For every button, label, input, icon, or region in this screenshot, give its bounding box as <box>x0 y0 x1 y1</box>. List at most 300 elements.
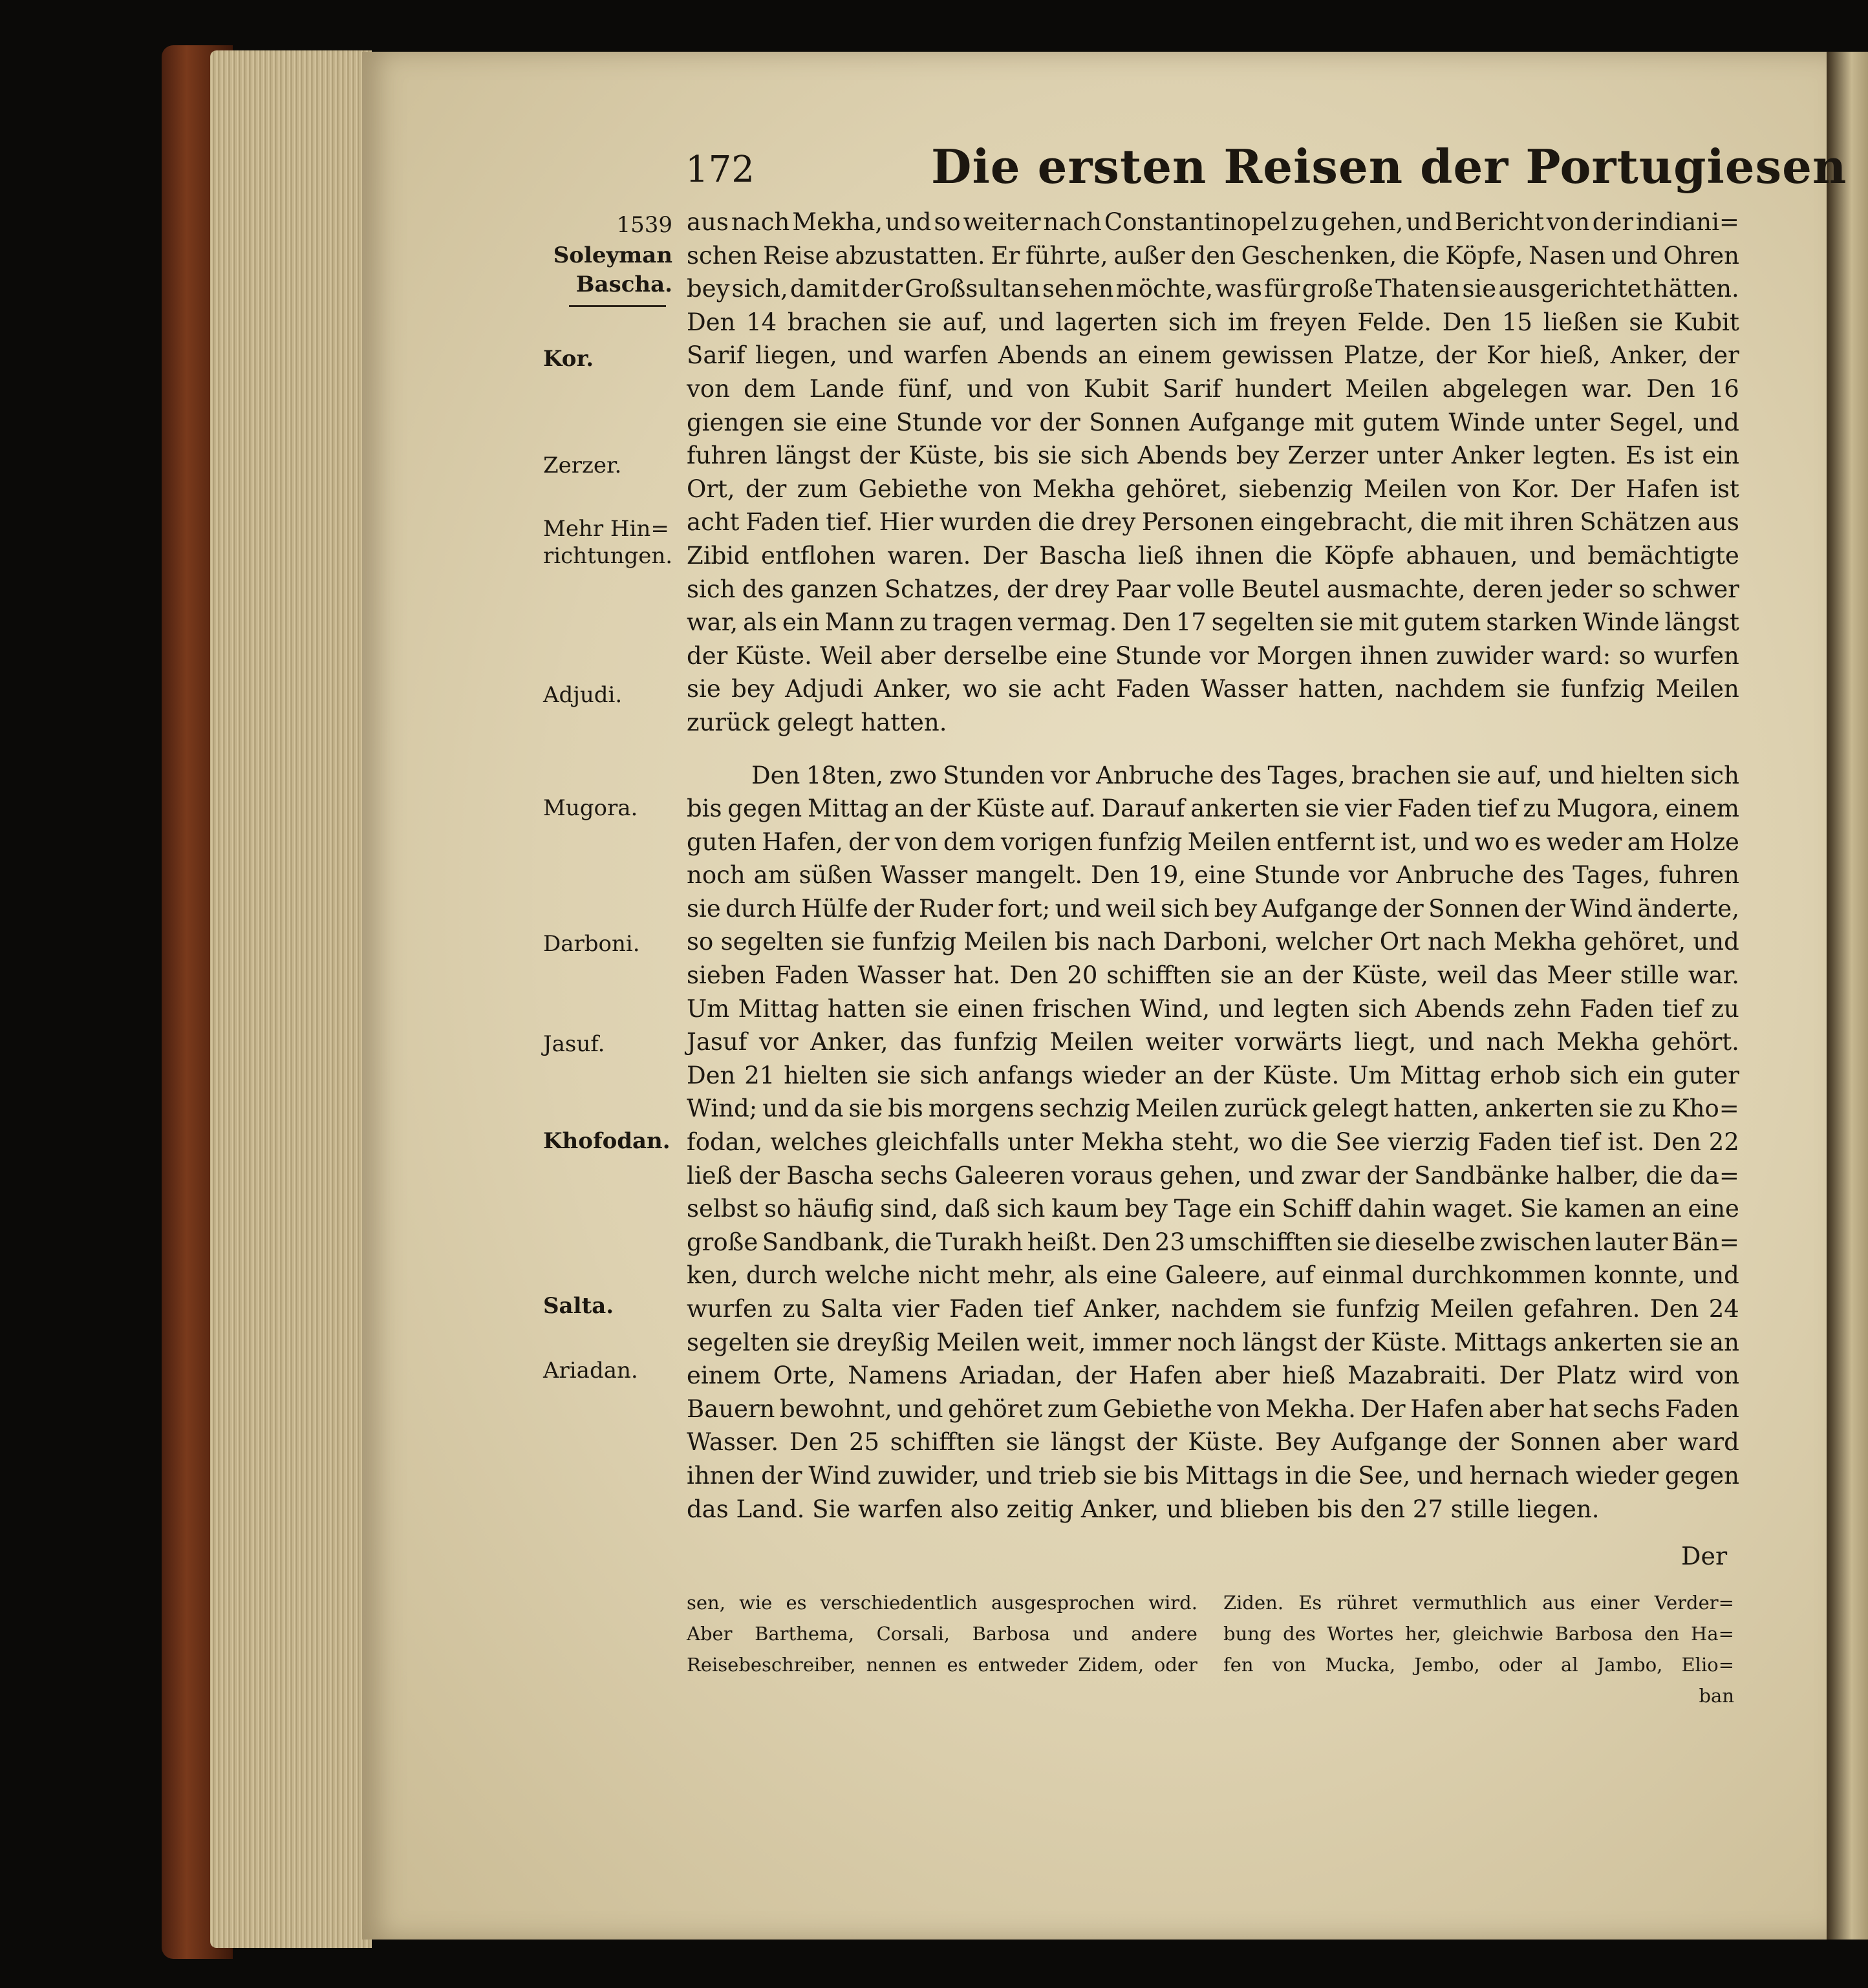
word: der <box>746 475 787 503</box>
word: von <box>894 828 938 856</box>
word: Turakh <box>936 1228 1024 1256</box>
text-line <box>687 1359 1739 1393</box>
word: da= <box>1690 1161 1739 1190</box>
word: vor <box>1050 761 1090 789</box>
word: bung <box>1223 1623 1272 1645</box>
word: durchkommen <box>1412 1261 1587 1290</box>
word: Den <box>687 1061 736 1089</box>
word: funfzig <box>1336 1295 1421 1323</box>
text-line <box>687 1159 1739 1193</box>
word: sie <box>1457 761 1491 789</box>
word: 16 <box>1708 374 1739 403</box>
word: Faden <box>774 961 849 990</box>
word: zuwider <box>1436 641 1534 670</box>
word: Elio= <box>1681 1654 1734 1676</box>
word: Beutel <box>1241 575 1320 603</box>
margin-khofodan: Khofodan. <box>543 1128 671 1154</box>
word: Aufgange <box>1261 894 1379 923</box>
word: hieß, <box>1540 341 1601 370</box>
word: Hier <box>879 508 934 537</box>
text-line <box>687 1326 1739 1360</box>
word: längst <box>1242 1328 1317 1356</box>
word: gehört. <box>1651 1028 1739 1056</box>
word: ken, <box>687 1261 738 1290</box>
word: unter <box>1377 442 1443 470</box>
word: ausgerichtet <box>1498 275 1651 303</box>
word: Nasen <box>1529 241 1606 270</box>
word: einer <box>1590 1592 1640 1614</box>
word: Tages, <box>1267 761 1346 789</box>
text-line <box>687 506 1739 539</box>
word: 14 <box>746 308 777 336</box>
text-line <box>687 1059 1739 1093</box>
word: jeder <box>1549 575 1613 603</box>
page-title: Die ersten Reisen der Portugiesen <box>931 139 1847 194</box>
text-line <box>687 1192 1739 1226</box>
word: Kor. <box>1511 475 1560 503</box>
word: sie <box>914 994 949 1023</box>
word: volle <box>1177 575 1235 603</box>
word: Abends <box>1415 994 1505 1023</box>
word: Wind <box>808 1461 872 1490</box>
word: es <box>947 1654 968 1676</box>
word: liegt, <box>1354 1028 1417 1056</box>
word: bemächtigte <box>1587 541 1739 570</box>
word: ließ <box>687 1161 733 1190</box>
word: Den <box>1442 308 1492 336</box>
word: war. <box>1688 961 1739 990</box>
word: 17 <box>1176 608 1207 637</box>
text-line <box>687 1292 1739 1326</box>
word: vierzig <box>1388 1128 1470 1157</box>
word: von <box>978 475 1022 503</box>
word: trieb <box>1038 1461 1097 1490</box>
word: Darauf <box>1101 795 1185 823</box>
word: auf, <box>942 308 988 336</box>
word: Aber <box>687 1623 733 1645</box>
word: und <box>1693 928 1739 956</box>
footnote-line <box>1223 1618 1734 1649</box>
word: konnte, <box>1594 1261 1686 1290</box>
word: eine <box>1106 1261 1157 1290</box>
word: Abends <box>1137 442 1228 470</box>
word: Den <box>1646 374 1695 403</box>
word: welcher <box>1275 928 1373 956</box>
word: Meilen <box>1430 1295 1514 1323</box>
margin-year: 1539 <box>616 212 672 238</box>
word: Der <box>982 541 1027 570</box>
word: sie <box>1305 795 1340 823</box>
word: süßen <box>799 861 872 890</box>
word: Der <box>1499 1362 1544 1390</box>
word: von <box>1546 208 1590 236</box>
word: ihnen <box>1360 641 1428 670</box>
word: funfzig <box>1098 828 1183 856</box>
word: vor <box>991 408 1031 436</box>
word: sich <box>1358 994 1407 1023</box>
word: vor <box>1209 641 1249 670</box>
word: oder <box>1498 1654 1542 1676</box>
word: Ha= <box>1691 1623 1734 1645</box>
word: hatten, <box>1298 675 1384 703</box>
word: nennen <box>866 1654 937 1676</box>
word: sie <box>1291 1295 1326 1323</box>
word: große <box>687 1228 758 1256</box>
word: anfangs <box>977 1061 1073 1089</box>
text-line <box>687 792 1739 826</box>
word: Reise <box>763 241 830 270</box>
word: indiani= <box>1636 208 1739 236</box>
word: Den <box>1652 1128 1701 1157</box>
word: Sandbank, <box>762 1228 891 1256</box>
word: so <box>1618 641 1646 670</box>
word: Den <box>1122 608 1171 637</box>
word: bey <box>1214 894 1258 923</box>
word: von <box>1695 1362 1739 1390</box>
word: sie <box>848 1095 883 1123</box>
word: waren. <box>887 541 971 570</box>
word: fuhren <box>1659 861 1739 890</box>
facing-page-edge <box>1827 52 1868 1940</box>
word: Geschenken, <box>1241 241 1397 270</box>
word: auf. <box>1050 795 1096 823</box>
word: nach <box>1427 928 1487 956</box>
word: Meilen <box>1363 475 1448 503</box>
word: der <box>687 641 728 670</box>
word: Es <box>1625 442 1655 470</box>
word: längst <box>1664 608 1739 637</box>
word: Anker, <box>874 675 952 703</box>
word: ausmachte, <box>1326 575 1466 603</box>
word: tief <box>1033 1295 1074 1323</box>
word: der <box>1592 208 1634 236</box>
margin-zerzer: Zerzer. <box>543 453 622 478</box>
word: so <box>764 1195 791 1223</box>
word: guter <box>1673 1061 1739 1089</box>
word: und <box>1072 1623 1109 1645</box>
word: 18ten, <box>806 761 884 789</box>
word: Barbosa <box>972 1623 1051 1645</box>
text-line <box>687 406 1739 440</box>
word: wo <box>1248 1128 1283 1157</box>
word: im <box>1228 308 1259 336</box>
word: aus <box>1542 1592 1576 1614</box>
word: Morgen <box>1256 641 1353 670</box>
word: an <box>1710 1328 1739 1356</box>
word: 21 <box>744 1061 775 1089</box>
word: daß <box>944 1195 991 1223</box>
word: Kor <box>1487 341 1530 370</box>
margin-notes <box>543 207 672 1500</box>
word: Salta <box>820 1295 883 1323</box>
word: und <box>985 1461 1033 1490</box>
margin-darboni: Darboni. <box>543 931 640 957</box>
word: hieß <box>1282 1362 1336 1390</box>
word: kaum <box>1051 1195 1119 1223</box>
word: Wind <box>1570 894 1633 923</box>
word: der <box>1366 1161 1408 1190</box>
word: damit <box>790 275 860 303</box>
word: und <box>1406 208 1452 236</box>
word: den <box>1190 241 1236 270</box>
word: und <box>1417 1461 1463 1490</box>
word: Anbruche <box>1396 861 1514 890</box>
word: einem <box>1665 795 1739 823</box>
word: wieder <box>1575 1461 1659 1490</box>
word: Hülfe <box>801 894 868 923</box>
word: eine <box>1055 641 1108 670</box>
word: sich <box>1080 442 1130 470</box>
page-edges <box>210 50 372 1948</box>
word: weil <box>1437 961 1488 990</box>
word: Zidem, <box>1078 1654 1144 1676</box>
word: fort; <box>998 894 1051 923</box>
margin-mehr-2: richtungen. <box>543 543 673 569</box>
word: bis <box>1054 928 1090 956</box>
text-line <box>687 925 1739 959</box>
word: von <box>1026 374 1070 403</box>
word: Sonnen <box>1509 1428 1601 1457</box>
word: gutem <box>1403 608 1481 637</box>
word: welche <box>824 1261 910 1290</box>
word: Ohren <box>1663 241 1739 270</box>
word: Abends <box>998 341 1088 370</box>
word: die <box>1290 1128 1328 1157</box>
word: weiter <box>1145 1028 1223 1056</box>
word: das <box>1496 961 1538 990</box>
word: auf, <box>1497 761 1543 789</box>
word: sich <box>1168 308 1218 336</box>
word: abzustatten. <box>835 241 985 270</box>
word: tief <box>1559 1128 1600 1157</box>
word: zwischen <box>1479 1228 1591 1256</box>
page-number: 172 <box>685 149 755 191</box>
text-line <box>687 639 1739 673</box>
word: brachen <box>787 308 887 336</box>
text-line <box>687 339 1739 372</box>
word: frischen <box>1032 994 1132 1023</box>
word: gleichwie <box>1452 1623 1543 1645</box>
word: sie <box>1629 308 1664 336</box>
word: der <box>1136 1428 1177 1457</box>
word: Mittag <box>807 795 889 823</box>
word: Es <box>1298 1592 1322 1614</box>
word: dahin <box>1358 1195 1426 1223</box>
word: Hafen, <box>762 828 843 856</box>
word: Thaten <box>1375 275 1461 303</box>
text-line <box>687 1259 1739 1292</box>
margin-mehr-1: Mehr Hin= <box>543 516 669 542</box>
word: Platz <box>1556 1362 1616 1390</box>
word: Ort, <box>687 475 735 503</box>
margin-rule <box>569 305 666 307</box>
word: bewohnt, <box>779 1395 892 1423</box>
text-line <box>687 606 1739 639</box>
word: so <box>1618 575 1646 603</box>
text-line <box>687 439 1739 473</box>
word: Bericht <box>1454 208 1544 236</box>
word: und <box>1529 541 1576 570</box>
word: des <box>1283 1623 1316 1645</box>
word: sie <box>795 1328 830 1356</box>
word: hätten. <box>1653 275 1739 303</box>
word: für <box>1264 275 1300 303</box>
word: Reisebeschreiber, <box>687 1654 856 1676</box>
word: halber, <box>1556 1161 1640 1190</box>
word: und <box>885 208 932 236</box>
word: und <box>1422 828 1470 856</box>
word: 20 <box>1067 961 1098 990</box>
word: tief. <box>826 508 874 537</box>
word: tief <box>1477 795 1518 823</box>
text-line <box>687 206 1739 239</box>
word: Faden <box>1477 1128 1552 1157</box>
word: verschiedentlich <box>820 1592 978 1614</box>
word: Faden <box>949 1295 1024 1323</box>
word: kamen <box>1564 1195 1646 1223</box>
word: lagerten <box>1055 308 1158 336</box>
word: sind, <box>879 1195 939 1223</box>
word: sich <box>1160 894 1210 923</box>
word: die <box>894 1228 932 1256</box>
word: morgens <box>928 1095 1035 1123</box>
word: Anker, <box>1610 341 1689 370</box>
word: Küste. <box>735 641 812 670</box>
text-line <box>687 573 1739 606</box>
word: sie <box>830 928 865 956</box>
word: zehn <box>1513 994 1571 1023</box>
word: sie <box>1337 1228 1371 1256</box>
word: liegen, <box>755 341 837 370</box>
word: Adjudi <box>785 675 864 703</box>
word: es <box>786 1592 807 1614</box>
word: Küste, <box>908 442 985 470</box>
word: Mittags <box>1185 1461 1279 1490</box>
word: mit <box>1358 608 1399 637</box>
word: die <box>1646 1161 1683 1190</box>
word: wird. <box>1148 1592 1197 1614</box>
word: See <box>1335 1128 1380 1157</box>
word: aber <box>1488 1395 1544 1423</box>
word: Mekha, <box>792 208 883 236</box>
word: Personen <box>1141 508 1254 537</box>
word: unter <box>1007 1128 1074 1157</box>
word: und <box>847 341 894 370</box>
word: Galeeren <box>954 1161 1065 1190</box>
word: Küste <box>976 795 1045 823</box>
word: ist <box>1710 475 1739 503</box>
word: einem <box>687 1362 761 1390</box>
text-line <box>687 1459 1739 1493</box>
word: große <box>1302 275 1373 303</box>
word: der <box>1324 1328 1365 1356</box>
text-line <box>687 272 1739 306</box>
word: an <box>1098 341 1128 370</box>
word: nachdem <box>1395 675 1506 703</box>
word: dem <box>943 828 996 856</box>
word: Jambo, <box>1596 1654 1663 1676</box>
word: schifften <box>890 1428 996 1457</box>
word: al <box>1561 1654 1578 1676</box>
word: an <box>1174 1061 1205 1089</box>
word: Holze <box>1669 828 1739 856</box>
word: nach <box>731 208 790 236</box>
word: einen <box>957 994 1024 1023</box>
text-line <box>687 1226 1739 1259</box>
word: steht, <box>1171 1128 1241 1157</box>
word: zwar <box>1301 1161 1360 1190</box>
word: warfen <box>903 341 989 370</box>
word: sechzig <box>1039 1095 1130 1123</box>
word: drey <box>1081 508 1136 537</box>
word: noch <box>687 861 746 890</box>
word: bis <box>687 795 722 823</box>
text-line: das Land. Sie warfen also zeitig Anker, und blieben bis den 27 stille liegen. <box>687 1495 1600 1523</box>
word: und <box>1693 408 1739 436</box>
word: 19, <box>1148 861 1186 890</box>
word: von <box>1457 475 1501 503</box>
word: sie <box>1669 1328 1704 1356</box>
word: hat <box>1549 1395 1588 1423</box>
word: und <box>897 1395 943 1423</box>
word: gegen <box>727 795 802 823</box>
word: von <box>687 374 731 403</box>
word: Sarif <box>687 341 746 370</box>
footnote-column-left <box>687 1587 1197 1680</box>
word: hundert <box>1234 374 1332 403</box>
word: umschifften <box>1189 1228 1333 1256</box>
word: dem <box>744 374 796 403</box>
word: Köpfe <box>1324 541 1395 570</box>
word: der <box>1457 1428 1499 1457</box>
word: ganzen <box>790 575 878 603</box>
word: als <box>743 608 777 637</box>
word: mehr, <box>987 1261 1057 1290</box>
word: ein <box>1627 1061 1665 1089</box>
word: Wasser. <box>687 1428 779 1457</box>
word: wieder <box>1082 1061 1166 1089</box>
word: Bascha <box>1039 541 1126 570</box>
footnote-line: ban <box>1699 1685 1734 1707</box>
word: Tage <box>1174 1195 1232 1223</box>
word: Mugora, <box>1556 795 1660 823</box>
word: so <box>687 928 714 956</box>
word: Lande <box>809 374 885 403</box>
word: giengen <box>687 408 784 436</box>
word: sie <box>897 308 932 336</box>
word: Den <box>1091 861 1140 890</box>
text-line <box>687 1092 1739 1126</box>
word: bey <box>1236 442 1280 470</box>
word: gewissen <box>1221 341 1334 370</box>
word: Namens <box>848 1362 948 1390</box>
word: ward <box>1677 1428 1739 1457</box>
word: Constantinopel <box>1104 208 1289 236</box>
word: eingebracht, <box>1260 508 1414 537</box>
word: Bän= <box>1671 1228 1739 1256</box>
word: und <box>1693 1261 1739 1290</box>
text-line <box>687 992 1739 1026</box>
footnote-column-right <box>1223 1587 1734 1711</box>
word: Platze, <box>1343 341 1426 370</box>
word: außer <box>1113 241 1185 270</box>
word: Mekha <box>1556 1028 1640 1056</box>
word: Der <box>1360 1395 1406 1423</box>
word: Schätzen <box>1580 508 1691 537</box>
word: zu <box>1291 208 1319 236</box>
word: 25 <box>848 1428 880 1457</box>
word: zum <box>1047 1395 1099 1423</box>
